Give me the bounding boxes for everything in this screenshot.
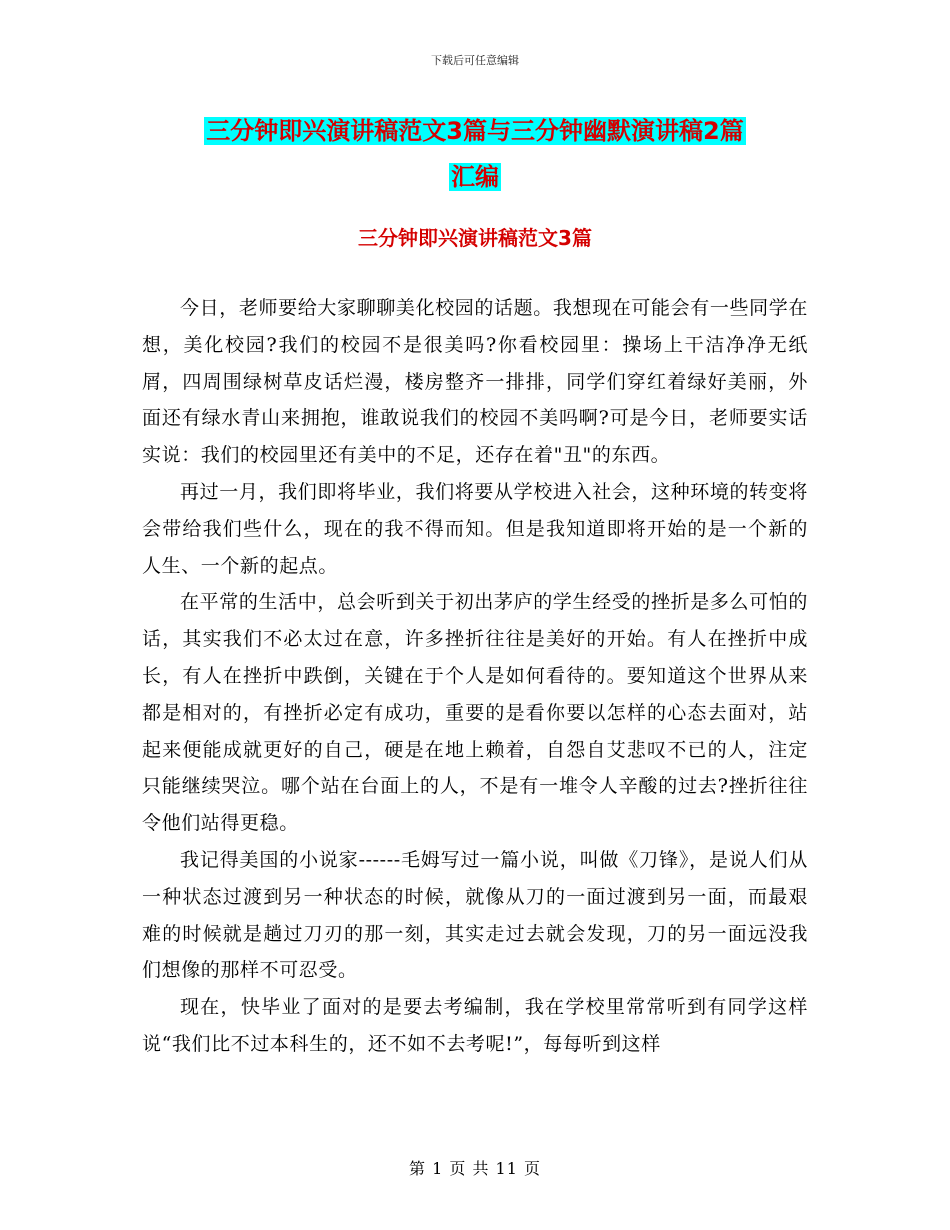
body-text xyxy=(142,290,808,1063)
section-title: 三分钟即兴演讲稿范文3篇 xyxy=(358,226,592,250)
paragraph: 今日，老师要给大家聊聊美化校园的话题。我想现在可能会有一些同学在想，美化校园?我们的校园不是很美吗?你看校园里：操场上干洁净净无纸屑，四周围绿树草皮话烂漫，楼房整齐一排排，同学们穿红着绿好美丽，外面还有绿水青山来拥抱，谁敢说我们的校园不美吗啊?可是今日，老师要实话实说：我们的校园里还有美中的不足，还存在着"丑"的东西。 xyxy=(142,297,808,467)
paragraph: 我记得美国的小说家------毛姆写过一篇小说，叫做《刀锋》，是说人们从一种状态过渡到另一种状态的时候，就像从刀的一面过渡到另一面，而最艰难的时候就是趟过刀刃的那一刻，其实走过去就会发现，刀的另一面远没我们想像的那样不可忍受。 xyxy=(142,848,808,982)
page-number: 第 1 页 共 11 页 xyxy=(409,1159,541,1178)
page-header-note: 下载后可任意编辑 xyxy=(431,54,519,67)
paragraph: 再过一月，我们即将毕业，我们将要从学校进入社会，这种环境的转变将会带给我们些什么，现在的我不得而知。但是我知道即将开始的是一个新的人生、一个新的起点。 xyxy=(142,480,808,577)
document-title-line-2: 汇编 xyxy=(451,163,499,191)
document-title xyxy=(150,108,800,200)
paragraph: 现在，快毕业了面对的是要去考编制，我在学校里常常听到有同学这样说“我们比不过本科生的，还不如不去考呢!”，每每听到这样 xyxy=(142,996,808,1055)
document-title-line-1: 三分钟即兴演讲稿范文3篇与三分钟幽默演讲稿2篇 xyxy=(206,117,744,145)
paragraph: 在平常的生活中，总会听到关于初出茅庐的学生经受的挫折是多么可怕的话，其实我们不必太过在意，许多挫折往往是美好的开始。有人在挫折中成长，有人在挫折中跌倒，关键在于个人是如何看待的。要知道这个世界从来都是相对的，有挫折必定有成功，重要的是看你要以怎样的心态去面对，站起来便能成就更好的自己，硬是在地上赖着，自怨自艾悲叹不已的人，注定只能继续哭泣。哪个站在台面上的人，不是有一堆令人辛酸的过去?挫折往往令他们站得更稳。 xyxy=(142,591,808,835)
